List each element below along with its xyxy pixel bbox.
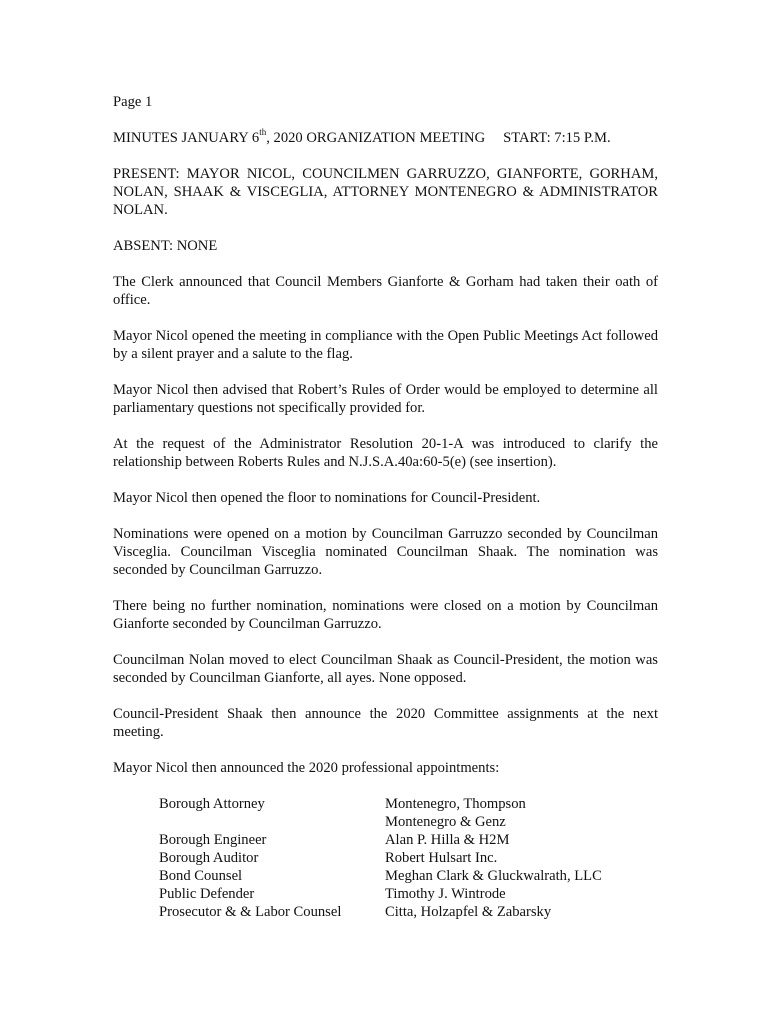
paragraph-nominations-opened: Nominations were opened on a motion by Councilman Garruzzo seconded by Councilman Visceglia. Councilman Visceglia nominated Councilman Shaak. The nomination was seconded by Councilman Garruzzo. [113,526,658,578]
appointments-list [159,795,659,921]
meeting-title: MINUTES JANUARY 6th, 2020 ORGANIZATION MEETING [113,127,486,146]
paragraph-committee: Council-President Shaak then announce the 2020 Committee assignments at the next meeting. [113,706,658,740]
appointment-firm: Meghan Clark & Gluckwalrath, LLC [385,868,602,884]
appointment-firm: Alan P. Hilla & H2M [385,832,510,848]
appointment-firm: Robert Hulsart Inc. [385,850,498,866]
appointment-row [159,903,659,921]
appointment-row [159,831,659,849]
appointment-row [159,795,659,831]
appointment-role: Borough Engineer [159,832,267,848]
appointment-firm: Timothy J. Wintrode [385,886,506,902]
paragraph-election: Councilman Nolan moved to elect Councilman Shaak as Council-President, the motion was seconded by Councilman Gianforte, all ayes. None opposed. [113,652,658,686]
page-number: Page 1 [113,94,153,110]
appointment-row [159,849,659,867]
paragraph-opening: Mayor Nicol opened the meeting in compliance with the Open Public Meetings Act followed by a silent prayer and a salute to the flag. [113,328,658,362]
appointment-row [159,867,659,885]
appointment-role: Prosecutor & & Labor Counsel [159,904,342,920]
meeting-heading [113,129,658,147]
paragraph-oath: The Clerk announced that Council Members Gianforte & Gorham had taken their oath of office. [113,274,658,308]
appointment-role: Bond Counsel [159,868,243,884]
paragraph-floor-nominations: Mayor Nicol then opened the floor to nominations for Council-President. [113,490,541,506]
appointment-role: Borough Auditor [159,850,259,866]
attendance-present: PRESENT: MAYOR NICOL, COUNCILMEN GARRUZZO, GIANFORTE, GORHAM, NOLAN, SHAAK & VISCEGLIA, ATTORNEY MONTENEGRO & ADMINISTRATOR NOLAN. [113,166,658,218]
paragraph-resolution: At the request of the Administrator Resolution 20-1-A was introduced to clarify the relationship between Roberts Rules and N.J.S.A.40a:60-5(e) (see insertion). [113,436,658,470]
paragraph-nominations-closed: There being no further nomination, nominations were closed on a motion by Councilman Gianforte seconded by Councilman Garruzzo. [113,598,658,632]
attendance-absent: ABSENT: NONE [113,238,218,254]
appointment-firm: Montenegro, Thompson Montenegro & Genz [385,796,526,830]
appointment-role: Public Defender [159,886,255,902]
document-page [113,93,658,921]
appointment-role: Borough Attorney [159,796,265,812]
paragraph-appointments-intro: Mayor Nicol then announced the 2020 professional appointments: [113,760,500,776]
paragraph-rules-of-order: Mayor Nicol then advised that Robert’s Rules of Order would be employed to determine all parliamentary questions not specifically provided for. [113,382,658,416]
appointment-row [159,885,659,903]
appointment-firm: Citta, Holzapfel & Zabarsky [385,904,552,920]
meeting-start-time: START: 7:15 P.M. [503,130,611,146]
